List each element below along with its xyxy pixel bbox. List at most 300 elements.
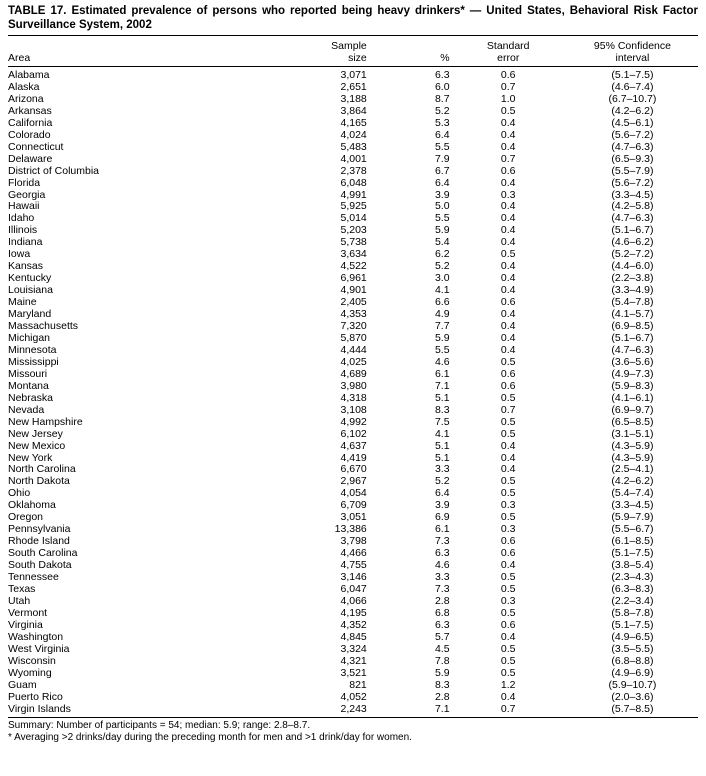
- standard-error-cell: 0.6: [500, 297, 516, 309]
- standard-error-cell: 0.3: [500, 500, 516, 512]
- confidence-interval-cell: (6.7–10.7): [608, 93, 657, 105]
- col-header-percent-label: %: [440, 52, 450, 64]
- area-cell: New Jersey: [8, 428, 63, 440]
- col-header-confidence-interval-line1: 95% Confidence: [593, 40, 671, 52]
- sample-size-cell: 4,001: [340, 153, 367, 165]
- standard-error-cell: 0.5: [500, 105, 516, 117]
- area-cell: Alaska: [8, 81, 40, 93]
- standard-error-cell: 0.7: [500, 703, 516, 715]
- percent-cell: 5.2: [434, 261, 450, 273]
- percent-cell: 6.3: [434, 619, 450, 631]
- confidence-interval-cell: (4.3–5.9): [611, 452, 654, 464]
- percent-cell: 8.3: [434, 404, 450, 416]
- percent-cell: 5.5: [434, 141, 450, 153]
- percent-cell: 5.1: [434, 452, 450, 464]
- percent-cell: 3.3: [434, 572, 450, 584]
- standard-error-cell: 0.4: [500, 631, 516, 643]
- confidence-interval-cell: (4.1–6.1): [611, 392, 654, 404]
- standard-error-cell: 0.5: [500, 249, 516, 261]
- percent-cell: 6.4: [434, 129, 450, 141]
- confidence-interval-cell: (4.7–6.3): [611, 141, 654, 153]
- percent-cell: 4.9: [434, 309, 450, 321]
- col-header-standard-error-line1: Standard: [486, 40, 530, 52]
- col-header-confidence-interval: [567, 36, 698, 67]
- table-row: [8, 345, 698, 357]
- percent-cell: 7.1: [434, 703, 450, 715]
- table-row: [8, 178, 698, 190]
- sample-size-cell: 4,321: [340, 655, 367, 667]
- percent-cell: 6.9: [434, 512, 450, 524]
- col-header-area-label: Area: [8, 52, 31, 64]
- confidence-interval-cell: (4.3–5.9): [611, 440, 654, 452]
- sample-size-cell: 3,146: [340, 572, 367, 584]
- confidence-interval-cell: (5.5–7.9): [611, 165, 654, 177]
- standard-error-cell: 0.5: [500, 356, 516, 368]
- standard-error-cell: 0.5: [500, 428, 516, 440]
- percent-cell: 6.4: [434, 488, 450, 500]
- standard-error-cell: 0.7: [500, 404, 516, 416]
- table-title: TABLE 17. Estimated prevalence of persons who reported being heavy drinkers* — United States, Behavioral Risk Factor Surveillance System, 2002: [8, 5, 698, 36]
- confidence-interval-cell: (2.0–3.6): [611, 691, 654, 703]
- sample-size-cell: 4,845: [340, 631, 367, 643]
- table-row: [8, 596, 698, 608]
- table-row: [8, 584, 698, 596]
- standard-error-cell: 0.6: [500, 69, 516, 81]
- table-row: [8, 680, 698, 692]
- table-row: [8, 118, 698, 130]
- area-cell: Nebraska: [8, 392, 53, 404]
- standard-error-cell: 0.4: [500, 273, 516, 285]
- table-row: [8, 632, 698, 644]
- area-cell: Indiana: [8, 237, 43, 249]
- percent-cell: 6.2: [434, 249, 450, 261]
- standard-error-cell: 1.2: [500, 679, 516, 691]
- area-cell: Idaho: [8, 213, 35, 225]
- percent-cell: 7.8: [434, 655, 450, 667]
- standard-error-cell: 0.6: [500, 548, 516, 560]
- sample-size-cell: 4,353: [340, 309, 367, 321]
- sample-size-cell: 7,320: [340, 321, 367, 333]
- sample-size-cell: 3,071: [340, 69, 367, 81]
- table-row: [8, 548, 698, 560]
- area-cell: Minnesota: [8, 344, 57, 356]
- percent-cell: 4.1: [434, 428, 450, 440]
- table-row: [8, 429, 698, 441]
- standard-error-cell: 0.4: [500, 201, 516, 213]
- confidence-interval-cell: (5.1–7.5): [611, 69, 654, 81]
- table-row: [8, 572, 698, 584]
- area-cell: Ohio: [8, 488, 31, 500]
- confidence-interval-cell: (4.4–6.0): [611, 261, 654, 273]
- sample-size-cell: 2,967: [340, 476, 367, 488]
- confidence-interval-cell: (5.2–7.2): [611, 249, 654, 261]
- confidence-interval-cell: (4.7–6.3): [611, 344, 654, 356]
- table-row: [8, 225, 698, 237]
- sample-size-cell: 3,634: [340, 249, 367, 261]
- confidence-interval-cell: (5.4–7.8): [611, 297, 654, 309]
- standard-error-cell: 0.5: [500, 476, 516, 488]
- area-cell: Vermont: [8, 607, 48, 619]
- confidence-interval-cell: (6.1–8.5): [611, 536, 654, 548]
- table-row: [8, 417, 698, 429]
- confidence-interval-cell: (5.6–7.2): [611, 177, 654, 189]
- confidence-interval-cell: (4.7–6.3): [611, 213, 654, 225]
- table-row: [8, 237, 698, 249]
- table-row: [8, 369, 698, 381]
- table-row: [8, 560, 698, 572]
- sample-size-cell: 4,901: [340, 285, 367, 297]
- percent-cell: 3.0: [434, 273, 450, 285]
- table-row: [8, 441, 698, 453]
- area-cell: Kansas: [8, 261, 44, 273]
- confidence-interval-cell: (4.9–6.9): [611, 667, 654, 679]
- standard-error-cell: 0.4: [500, 309, 516, 321]
- sample-size-cell: 6,048: [340, 177, 367, 189]
- percent-cell: 5.9: [434, 332, 450, 344]
- percent-cell: 5.0: [434, 201, 450, 213]
- area-cell: Tennessee: [8, 572, 59, 584]
- prevalence-table: [8, 36, 698, 718]
- table-row: [8, 644, 698, 656]
- standard-error-cell: 0.4: [500, 261, 516, 273]
- area-cell: West Virginia: [8, 643, 70, 655]
- summary-line: Summary: Number of participants = 54; median: 5.9; range: 2.8–8.7.: [8, 720, 311, 732]
- area-cell: South Dakota: [8, 560, 72, 572]
- confidence-interval-cell: (6.8–8.8): [611, 655, 654, 667]
- percent-cell: 6.1: [434, 524, 450, 536]
- percent-cell: 6.1: [434, 368, 450, 380]
- table-row: [8, 608, 698, 620]
- confidence-interval-cell: (3.8–5.4): [611, 560, 654, 572]
- table-row: [8, 166, 698, 178]
- standard-error-cell: 0.6: [500, 536, 516, 548]
- sample-size-cell: 2,243: [340, 703, 367, 715]
- confidence-interval-cell: (3.3–4.9): [611, 285, 654, 297]
- area-cell: Missouri: [8, 368, 48, 380]
- sample-size-cell: 3,108: [340, 404, 367, 416]
- area-cell: Virginia: [8, 619, 43, 631]
- standard-error-cell: 0.6: [500, 368, 516, 380]
- area-cell: Hawaii: [8, 201, 40, 213]
- standard-error-cell: 0.5: [500, 607, 516, 619]
- area-cell: Virgin Islands: [8, 703, 71, 715]
- percent-cell: 5.9: [434, 225, 450, 237]
- percent-cell: 3.9: [434, 189, 450, 201]
- table-row: [8, 704, 698, 718]
- standard-error-cell: 0.3: [500, 595, 516, 607]
- table-row: [8, 668, 698, 680]
- table-row: [8, 405, 698, 417]
- standard-error-cell: 0.3: [500, 524, 516, 536]
- confidence-interval-cell: (3.1–5.1): [611, 428, 654, 440]
- col-header-confidence-interval-line2: interval: [615, 52, 650, 64]
- percent-cell: 5.1: [434, 392, 450, 404]
- percent-cell: 5.5: [434, 344, 450, 356]
- area-cell: Iowa: [8, 249, 31, 261]
- standard-error-cell: 0.5: [500, 488, 516, 500]
- standard-error-cell: 0.5: [500, 583, 516, 595]
- confidence-interval-cell: (6.5–8.5): [611, 416, 654, 428]
- area-cell: Alabama: [8, 69, 50, 81]
- footnote-line: * Averaging >2 drinks/day during the preceding month for men and >1 drink/day for women.: [8, 732, 412, 744]
- table-row: [8, 524, 698, 536]
- table-row: [8, 464, 698, 476]
- confidence-interval-cell: (4.5–6.1): [611, 117, 654, 129]
- confidence-interval-cell: (4.9–6.5): [611, 631, 654, 643]
- area-cell: Arkansas: [8, 105, 52, 117]
- standard-error-cell: 0.5: [500, 667, 516, 679]
- sample-size-cell: 4,054: [340, 488, 367, 500]
- standard-error-cell: 0.4: [500, 285, 516, 297]
- percent-cell: 5.2: [434, 105, 450, 117]
- sample-size-cell: 4,066: [340, 595, 367, 607]
- area-cell: Pennsylvania: [8, 524, 71, 536]
- table-footer: [8, 718, 698, 744]
- confidence-interval-cell: (6.9–8.5): [611, 321, 654, 333]
- area-cell: Maryland: [8, 309, 52, 321]
- standard-error-cell: 0.3: [500, 189, 516, 201]
- sample-size-cell: 4,352: [340, 619, 367, 631]
- standard-error-cell: 0.5: [500, 392, 516, 404]
- standard-error-cell: 0.5: [500, 572, 516, 584]
- standard-error-cell: 0.5: [500, 655, 516, 667]
- table-row: [8, 142, 698, 154]
- sample-size-cell: 4,522: [340, 261, 367, 273]
- area-cell: North Dakota: [8, 476, 70, 488]
- standard-error-cell: 0.4: [500, 237, 516, 249]
- standard-error-cell: 0.4: [500, 129, 516, 141]
- area-cell: Wyoming: [8, 667, 52, 679]
- area-cell: Guam: [8, 679, 37, 691]
- confidence-interval-cell: (5.9–7.9): [611, 512, 654, 524]
- confidence-interval-cell: (5.8–7.8): [611, 607, 654, 619]
- table-row: [8, 130, 698, 142]
- percent-cell: 6.3: [434, 548, 450, 560]
- table-row: [8, 656, 698, 668]
- table-row: [8, 476, 698, 488]
- area-cell: North Carolina: [8, 464, 76, 476]
- table-body: [8, 67, 698, 718]
- table-row: [8, 261, 698, 273]
- area-cell: Rhode Island: [8, 536, 70, 548]
- sample-size-cell: 3,324: [340, 643, 367, 655]
- percent-cell: 7.3: [434, 583, 450, 595]
- sample-size-cell: 6,709: [340, 500, 367, 512]
- sample-size-cell: 4,318: [340, 392, 367, 404]
- area-cell: Puerto Rico: [8, 691, 63, 703]
- area-cell: South Carolina: [8, 548, 78, 560]
- col-header-sample-size-line1: Sample: [331, 40, 367, 52]
- area-cell: New York: [8, 452, 53, 464]
- standard-error-cell: 0.4: [500, 321, 516, 333]
- confidence-interval-cell: (2.3–4.3): [611, 572, 654, 584]
- area-cell: Louisiana: [8, 285, 53, 297]
- percent-cell: 4.6: [434, 560, 450, 572]
- percent-cell: 6.4: [434, 177, 450, 189]
- area-cell: Illinois: [8, 225, 38, 237]
- percent-cell: 6.6: [434, 297, 450, 309]
- sample-size-cell: 4,755: [340, 560, 367, 572]
- sample-size-cell: 3,521: [340, 667, 367, 679]
- percent-cell: 5.9: [434, 667, 450, 679]
- confidence-interval-cell: (3.3–4.5): [611, 500, 654, 512]
- standard-error-cell: 0.4: [500, 177, 516, 189]
- sample-size-cell: 4,637: [340, 440, 367, 452]
- area-cell: District of Columbia: [8, 165, 100, 177]
- table-header: [8, 36, 698, 67]
- percent-cell: 2.8: [434, 691, 450, 703]
- sample-size-cell: 3,980: [340, 380, 367, 392]
- confidence-interval-cell: (5.4–7.4): [611, 488, 654, 500]
- area-cell: Kentucky: [8, 273, 52, 285]
- sample-size-cell: 2,651: [340, 81, 367, 93]
- standard-error-cell: 0.4: [500, 225, 516, 237]
- area-cell: Oklahoma: [8, 500, 56, 512]
- area-cell: Arizona: [8, 93, 44, 105]
- table-row: [8, 488, 698, 500]
- area-cell: Wisconsin: [8, 655, 56, 667]
- sample-size-cell: 6,102: [340, 428, 367, 440]
- sample-size-cell: 3,864: [340, 105, 367, 117]
- standard-error-cell: 0.4: [500, 117, 516, 129]
- area-cell: Nevada: [8, 404, 45, 416]
- standard-error-cell: 0.4: [500, 691, 516, 703]
- sample-size-cell: 5,203: [340, 225, 367, 237]
- area-cell: Colorado: [8, 129, 51, 141]
- sample-size-cell: 3,188: [340, 93, 367, 105]
- col-header-percent: [367, 36, 450, 67]
- standard-error-cell: 0.4: [500, 440, 516, 452]
- percent-cell: 4.6: [434, 356, 450, 368]
- confidence-interval-cell: (4.6–7.4): [611, 81, 654, 93]
- sample-size-cell: 3,051: [340, 512, 367, 524]
- area-cell: Florida: [8, 177, 41, 189]
- sample-size-cell: 4,165: [340, 117, 367, 129]
- confidence-interval-cell: (4.2–6.2): [611, 105, 654, 117]
- confidence-interval-cell: (4.2–6.2): [611, 476, 654, 488]
- sample-size-cell: 5,483: [340, 141, 367, 153]
- table-row: [8, 393, 698, 405]
- table-row: [8, 620, 698, 632]
- sample-size-cell: 4,466: [340, 548, 367, 560]
- confidence-interval-cell: (5.1–7.5): [611, 619, 654, 631]
- confidence-interval-cell: (6.3–8.3): [611, 583, 654, 595]
- area-cell: Connecticut: [8, 141, 64, 153]
- sample-size-cell: 6,670: [340, 464, 367, 476]
- area-cell: California: [8, 117, 53, 129]
- sample-size-cell: 4,052: [340, 691, 367, 703]
- confidence-interval-cell: (5.1–7.5): [611, 548, 654, 560]
- table-row: [8, 249, 698, 261]
- confidence-interval-cell: (5.5–6.7): [611, 524, 654, 536]
- standard-error-cell: 0.6: [500, 380, 516, 392]
- confidence-interval-cell: (5.9–8.3): [611, 380, 654, 392]
- table-row: [8, 500, 698, 512]
- standard-error-cell: 0.4: [500, 452, 516, 464]
- table-row: [8, 273, 698, 285]
- standard-error-cell: 0.5: [500, 512, 516, 524]
- confidence-interval-cell: (5.6–7.2): [611, 129, 654, 141]
- confidence-interval-cell: (4.6–6.2): [611, 237, 654, 249]
- confidence-interval-cell: (2.2–3.4): [611, 595, 654, 607]
- confidence-interval-cell: (3.5–5.5): [611, 643, 654, 655]
- col-header-sample-size: [291, 36, 367, 67]
- standard-error-cell: 0.7: [500, 81, 516, 93]
- confidence-interval-cell: (6.5–9.3): [611, 153, 654, 165]
- confidence-interval-cell: (4.1–5.7): [611, 309, 654, 321]
- table-row: [8, 333, 698, 345]
- standard-error-cell: 1.0: [500, 93, 516, 105]
- percent-cell: 7.1: [434, 380, 450, 392]
- table-row: [8, 106, 698, 118]
- sample-size-cell: 4,025: [340, 356, 367, 368]
- sample-size-cell: 5,925: [340, 201, 367, 213]
- sample-size-cell: 5,014: [340, 213, 367, 225]
- table-row: [8, 201, 698, 213]
- table-row: [8, 692, 698, 704]
- table-row: [8, 357, 698, 369]
- sample-size-cell: 4,024: [340, 129, 367, 141]
- table-row: [8, 381, 698, 393]
- standard-error-cell: 0.4: [500, 213, 516, 225]
- area-cell: Montana: [8, 380, 49, 392]
- area-cell: Mississippi: [8, 356, 59, 368]
- sample-size-cell: 6,961: [340, 273, 367, 285]
- table-row: [8, 512, 698, 524]
- sample-size-cell: 6,047: [340, 583, 367, 595]
- table-row: [8, 321, 698, 333]
- percent-cell: 5.7: [434, 631, 450, 643]
- confidence-interval-cell: (2.5–4.1): [611, 464, 654, 476]
- percent-cell: 5.1: [434, 440, 450, 452]
- sample-size-cell: 3,798: [340, 536, 367, 548]
- sample-size-cell: 13,386: [334, 524, 367, 536]
- area-cell: Oregon: [8, 512, 44, 524]
- area-cell: New Hampshire: [8, 416, 83, 428]
- sample-size-cell: 2,405: [340, 297, 367, 309]
- sample-size-cell: 4,689: [340, 368, 367, 380]
- percent-cell: 6.3: [434, 69, 450, 81]
- confidence-interval-cell: (2.2–3.8): [611, 273, 654, 285]
- sample-size-cell: 4,195: [340, 607, 367, 619]
- percent-cell: 3.9: [434, 500, 450, 512]
- confidence-interval-cell: (5.1–6.7): [611, 225, 654, 237]
- percent-cell: 5.5: [434, 213, 450, 225]
- area-cell: Washington: [8, 631, 64, 643]
- col-header-sample-size-line2: size: [348, 52, 367, 64]
- area-cell: Georgia: [8, 189, 46, 201]
- percent-cell: 4.5: [434, 643, 450, 655]
- standard-error-cell: 0.4: [500, 332, 516, 344]
- table-row: [8, 285, 698, 297]
- percent-cell: 8.3: [434, 679, 450, 691]
- area-cell: Maine: [8, 297, 37, 309]
- sample-size-cell: 5,870: [340, 332, 367, 344]
- sample-size-cell: 4,992: [340, 416, 367, 428]
- percent-cell: 5.4: [434, 237, 450, 249]
- sample-size-cell: 4,991: [340, 189, 367, 201]
- percent-cell: 6.8: [434, 607, 450, 619]
- sample-size-cell: 821: [349, 679, 367, 691]
- table-row: [8, 94, 698, 106]
- standard-error-cell: 0.5: [500, 416, 516, 428]
- percent-cell: 4.1: [434, 285, 450, 297]
- percent-cell: 7.9: [434, 153, 450, 165]
- confidence-interval-cell: (5.1–6.7): [611, 332, 654, 344]
- percent-cell: 3.3: [434, 464, 450, 476]
- confidence-interval-cell: (6.9–9.7): [611, 404, 654, 416]
- col-header-standard-error: [450, 36, 567, 67]
